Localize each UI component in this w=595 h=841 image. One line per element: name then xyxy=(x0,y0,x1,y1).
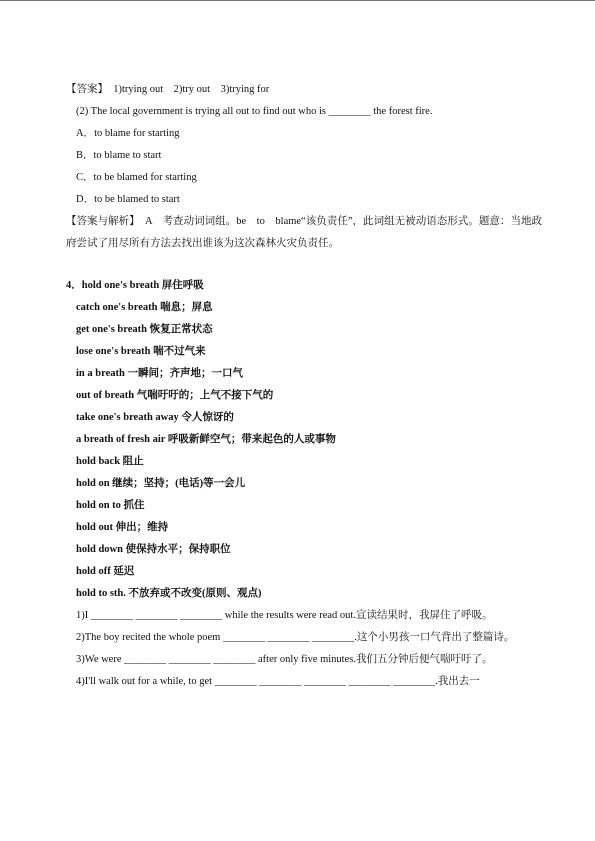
phrase-item: hold on to 抓住 xyxy=(76,500,145,511)
phrase-item: a breath of fresh air 呼吸新鲜空气；带来起色的人或事物 xyxy=(76,434,336,445)
phrase-item: out of breath 气喘吁吁的；上气不接下气的 xyxy=(76,390,274,401)
phrase-item: in a breath 一瞬间；齐声地；一口气 xyxy=(76,368,243,379)
exercise-2: 2)The boy recited the whole poem ________ ________ ________.这个小男孩一口气背出了整篇诗。 xyxy=(76,632,515,643)
phrase-item: hold off 延迟 xyxy=(76,566,135,577)
phrase-item: get one's breath 恢复正常状态 xyxy=(76,324,213,335)
phrase-item: take one's breath away 令人惊讶的 xyxy=(76,412,234,423)
q2-stem: (2) The local government is trying all out to find out who is ________ the forest fire. xyxy=(76,106,433,117)
phrase-item: hold out 伸出；维持 xyxy=(76,522,169,533)
q2-option-c: C．to be blamed for starting xyxy=(76,172,197,183)
phrase-item: catch one's breath 喘息；屏息 xyxy=(76,302,213,313)
phrase-item: hold down 使保持水平；保持职位 xyxy=(76,544,231,555)
q2-option-d: D．to be blamed to start xyxy=(76,194,180,205)
phrase-item: lose one's breath 喘不过气来 xyxy=(76,346,206,357)
top-rule xyxy=(0,0,595,1)
exercise-1: 1)I ________ ________ ________ while the results were read out.宣读结果时，我屏住了呼吸。 xyxy=(76,610,493,621)
phrase-item: hold to sth. 不放弃或不改变(原则、观点) xyxy=(76,588,262,599)
exercise-4: 4)I'll walk out for a while, to get ________ ________ ________ ________ ________.我出去一 xyxy=(76,676,480,687)
phrase-item: hold on 继续；坚持；(电话)等一会儿 xyxy=(76,478,246,489)
phrase-item: hold back 阻止 xyxy=(76,456,144,467)
q2-option-a: A．to blame for starting xyxy=(76,128,180,139)
section4-heading: 4．hold one's breath 屏住呼吸 xyxy=(66,280,204,291)
q1-answer: 【答案】 1)trying out 2)try out 3)trying for xyxy=(66,84,270,95)
exercise-3: 3)We were ________ ________ ________ after only five minutes.我们五分钟后便气喘吁吁了。 xyxy=(76,654,493,665)
document-page xyxy=(66,79,542,693)
section-gap xyxy=(76,255,542,275)
q2-option-b: B．to blame to start xyxy=(76,150,162,161)
q2-analysis: 【答案与解析】 A 考查动词词组。be to blame“该负责任”，此词组无被动语态形式。题意：当地政府尝试了用尽所有方法去找出谁该为这次森林火灾负责任。 xyxy=(66,216,542,249)
